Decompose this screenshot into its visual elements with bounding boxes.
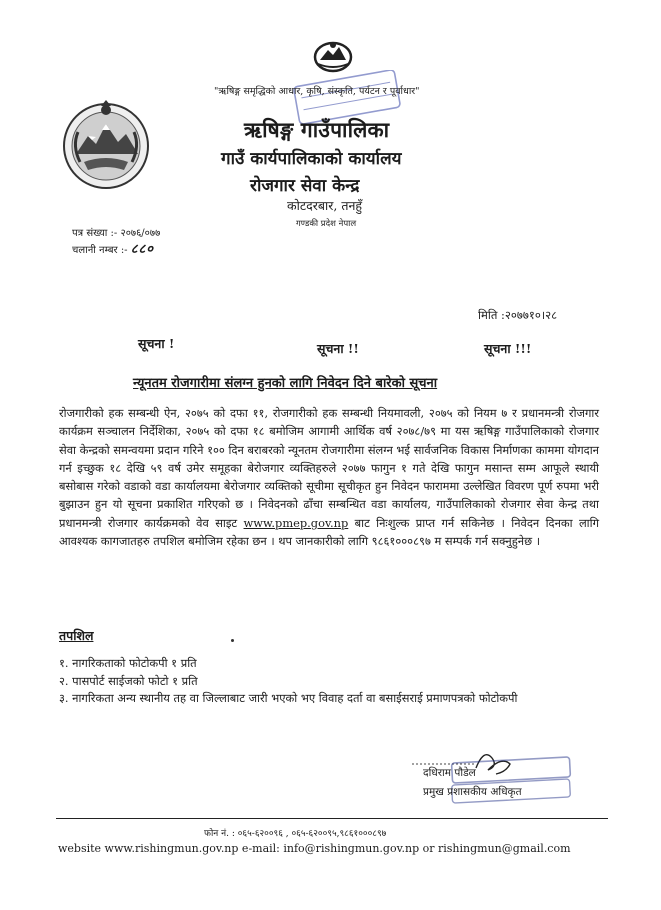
pmep-website-link[interactable]: www.pmep.gov.np — [243, 515, 349, 530]
stray-mark — [231, 639, 234, 642]
footer-divider — [56, 818, 608, 819]
notice-heading-2: सूचना !! — [317, 341, 359, 356]
list-item: १. नागरिकताको फोटोकपी १ प्रति — [59, 656, 197, 670]
body-text-part-1: रोजगारीको हक सम्बन्धी ऐन, २०७५ को दफा ११, रोजगारीको हक सम्बन्धी नियमावली, २०७५ को नियम ७ र प्रधानमन्त्री रोजगार कार्यक्रम सञ्चालन निर्देशिका, २०७५ को दफा १८ बमोजिम आगामी आर्थिक वर्ष २०७८/७९ मा यस ऋषिङ्ग गाउँपालिकाको रोजगार सेवा केन्द्रको समन्वयमा प्रदान गरिने १०० दिन बराबरको न्यूनतम रोजगारीमा संलग्न भई सार्वजनिक विकास निर्माणका काममा योगदान गर्न इच्छुक १८ देखि ५९ वर्ष उमेर समूहका बेरोजगार व्यक्तिहरुले २०७७ फागुन १ गते देखि फागुन मसान्त सम्म आफूले स्थायी बसोबास गरेको वडाको वडा कार्यालयमा बेरोजगार व्यक्तिको सूचीमा सूचीकृत हुन निवेदन फाराममा उल्लेखित विवरण पूर्ण रुपमा भरी बुझाउन हुन यो सूचना प्रकाशित गरिएको छ । निवेदनको ढाँचा सम्बन्धित वडा कार्यालय, गाउँपालिकाको रोजगार सेवा केन्द्र तथा प्रधानमन्त्री रोजगार कार्यक्रमको वेव साइट — [59, 406, 599, 530]
letter-number-value: २०७६/०७७ — [120, 228, 161, 239]
center-name: रोजगार सेवा केन्द्र — [250, 176, 360, 196]
tapsil-list — [59, 655, 599, 708]
organization-name: ऋषिङ्ग गाउँपालिका — [244, 117, 390, 142]
motto: "ऋषिङ्ग समृद्धिको आधार, कृषि, संस्कृति, पर्यटन र पूर्वाधार" — [214, 86, 420, 97]
notice-heading-3: सूचना !!! — [484, 341, 532, 356]
dispatch-number-label: चलानी नम्बर :- — [72, 245, 128, 256]
list-item: ३. नागरिकता अन्य स्थानीय तह वा जिल्लाबाट जारी भएको भए विवाह दर्ता वा बसाईसराई प्रमाणपत्रको फोटोकपी — [59, 691, 518, 705]
reference-block — [72, 226, 160, 259]
body-paragraph — [59, 404, 599, 550]
province: गण्डकी प्रदेश नेपाल — [296, 219, 357, 229]
address: कोटदरबार, तनहुँ — [287, 198, 363, 213]
nepal-emblem-icon — [58, 96, 154, 192]
notice-heading-1: सूचना ! — [138, 336, 175, 351]
dispatch-number-row — [72, 242, 160, 259]
letter-date: मिति :२०७७१०।२८ — [478, 308, 558, 322]
letter-number-row — [72, 226, 160, 242]
body-text-part-2: बाट निःशुल्क प्राप्त गर्न सकिनेछ । निवेदन दिनका लागि आवश्यक कागजातहरु तपशिल बमोजिम रहेका छन । थप जानकारीको लागि ९८६१०००८९७ म सम्पर्क गर्न सक्नुहुनेछ । — [59, 515, 599, 549]
signatory-name: दधिराम पौडेल — [423, 767, 476, 779]
signatory-title: प्रमुख प्रशासकीय अधिकृत — [423, 786, 522, 798]
letter-number-label: पत्र संख्या :- — [72, 228, 118, 239]
subject-line: न्यूनतम रोजगारीमा संलग्न हुनको लागि निवेदन दिने बारेको सूचना — [133, 376, 438, 391]
footer-phone: फोन नं. : ०६५-६२००९६ , ०६५-६२००९५,९८६१०००८९७ — [204, 829, 387, 839]
office-name: गाउँ कार्यपालिकाको कार्यालय — [221, 149, 402, 169]
list-item: २. पासपोर्ट साईजको फोटो १ प्रति — [59, 673, 198, 688]
municipality-logo-icon — [308, 38, 358, 74]
footer-contact: website www.rishingmun.gov.np e-mail: info@rishingmun.gov.np or rishingmun@gmail.com — [58, 842, 571, 855]
tapsil-heading: तपशिल — [59, 628, 94, 643]
dispatch-number-value: ८८० — [130, 242, 155, 257]
